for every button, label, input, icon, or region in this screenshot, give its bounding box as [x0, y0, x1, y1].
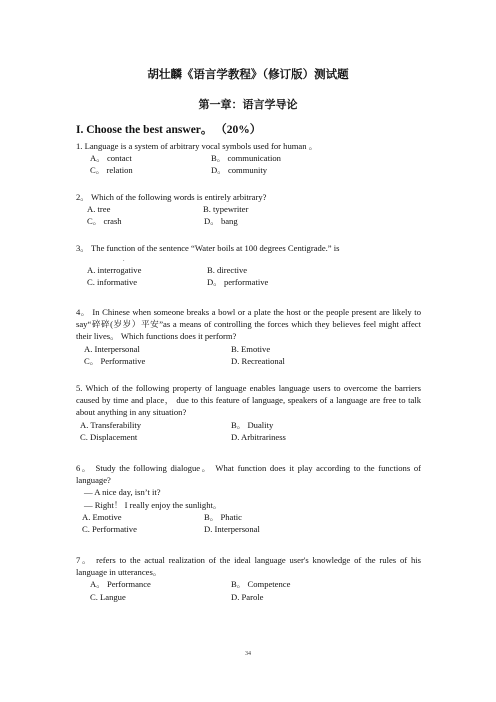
options-row: [76, 523, 421, 535]
option-b: B。 Competence: [231, 579, 291, 590]
options-row: [76, 276, 421, 288]
page-number: 34: [245, 651, 251, 657]
option-b: B。 Duality: [231, 419, 274, 430]
question-1: [76, 140, 421, 177]
option-c: C。 crash: [87, 216, 122, 227]
options-row: [76, 355, 421, 367]
option-c: C. Langue: [90, 591, 126, 602]
question-stem: 7。 refers to the actual realization of the ideal language user's knowledge of the rules of his language in utterances。: [76, 555, 421, 578]
options-row: [76, 215, 421, 227]
option-c: C. informative: [87, 277, 138, 288]
option-b: B. directive: [207, 265, 248, 276]
question-7: [76, 554, 421, 603]
option-d: D。 community: [211, 165, 268, 176]
question-6: [76, 462, 421, 535]
option-d: D. Recreational: [231, 355, 285, 366]
option-c: C。 relation: [90, 165, 133, 176]
option-c: C. Displacement: [80, 431, 138, 442]
question-2: [76, 191, 421, 228]
options-row: [76, 164, 421, 176]
options-row: [76, 511, 421, 523]
question-5: [76, 382, 421, 443]
option-c: C。 Performative: [84, 355, 146, 366]
question-stem: 6。 Study the following dialogue。 What function does it play according to the functions of language?: [76, 463, 421, 486]
option-b: B. typewriter: [203, 204, 249, 215]
options-row: [76, 419, 421, 431]
question-4: [76, 306, 421, 367]
option-a: A. Interpersonal: [84, 343, 140, 354]
options-row: [76, 343, 421, 355]
question-stem: 5. Which of the following property of language enables language users to overcome the barriers caused by time and place， due to this feature of language, speakers of a language are free to talk about anything in any situation?: [76, 383, 421, 418]
blank-mark: .: [123, 257, 125, 264]
option-d: D. Parole: [231, 591, 264, 602]
question-stem: 3。 The function of the sentence “Water boils at 100 degrees Centigrade.” is: [76, 243, 340, 253]
question-stem: 2。 Which of the following words is entirely arbitrary?: [76, 192, 267, 202]
chapter-title: 第一章：语言学导论: [198, 99, 298, 111]
option-b: B。 communication: [211, 153, 281, 164]
section-heading: I. Choose the best answer。 （20%）: [76, 124, 262, 136]
option-d: D。 bang: [204, 216, 238, 227]
dialogue-line: — A nice day, isn’t it?: [84, 487, 161, 498]
options-row: [76, 264, 421, 276]
question-stem: 1. Language is a system of arbitrary vocal symbols used for human 。: [76, 141, 318, 151]
options-row: [76, 152, 421, 164]
question-stem: 4。 In Chinese when someone breaks a bowl or a plate the host or the people present are likely to say“碎碎(岁岁）平安”as a means of controlling the forces which they believes feel might affect their lives。 Which functions does it perform?: [76, 307, 421, 342]
option-a: A。 Performance: [90, 579, 151, 590]
option-d: D. Arbitrariness: [231, 431, 286, 442]
option-a: A. tree: [87, 204, 111, 215]
option-a: A. Transferability: [80, 419, 142, 430]
option-b: B. Emotive: [231, 343, 271, 354]
option-a: A. Emotive: [82, 511, 122, 522]
options-row: [76, 578, 421, 590]
dialogue-line: — Right！ I really enjoy the sunlight。: [84, 499, 222, 510]
options-row: [76, 431, 421, 443]
options-row: [76, 591, 421, 603]
document-title: 胡壮麟《语言学教程》（修订版）测试题: [147, 69, 349, 81]
options-row: [76, 203, 421, 215]
question-3: [76, 242, 421, 289]
option-b: B。 Phatic: [204, 511, 242, 522]
option-d: D. Interpersonal: [204, 524, 260, 534]
option-d: D。 performative: [207, 277, 269, 288]
option-a: A。 contact: [90, 153, 132, 164]
option-c: C. Performative: [82, 524, 137, 534]
option-a: A. interrogative: [87, 265, 142, 276]
